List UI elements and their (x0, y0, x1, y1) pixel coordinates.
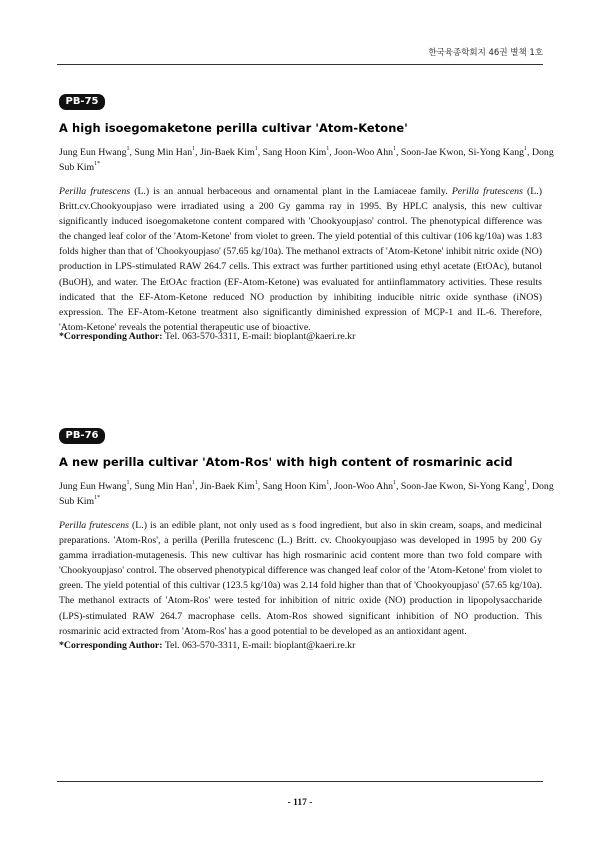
author-affiliation: 1 (524, 146, 528, 152)
author-affiliation: 1 (192, 146, 196, 152)
author-name: Joon-Woo Ahn (334, 147, 394, 158)
abstract-title: A high isoegomaketone perilla cultivar 'Atom-Ketone' (59, 121, 408, 135)
corresponding-author-contact: Tel. 063-570-3311, E-mail: bioplant@kaeri.re.kr (164, 331, 356, 342)
species-name: Perilla frutescens (59, 186, 131, 197)
author-affiliation: 1 (393, 480, 397, 486)
author-list: Jung Eun Hwang$^1$, Sung Min Han$^1$, Jin-Baek Kim$^1$, Sang Hoon Kim$^1$, Joon-Woo Ahn$^1$, Soon-Jae Kwon, Si-Yong Kang$^1$, Dong Sub Kim$^{1*}$ (59, 146, 554, 173)
author-name: Dong Sub Kim (59, 481, 554, 507)
author-affiliation: 1 (326, 146, 330, 152)
author-name: Sang Hoon Kim (262, 147, 327, 158)
author-affiliation: 1 (126, 146, 130, 152)
abstract-id-badge: PB-76 (59, 428, 105, 444)
species-name: Perilla frutescens (59, 520, 129, 531)
author-name: Jung Eun Hwang (59, 481, 127, 492)
author-affiliation: 1 (192, 480, 196, 486)
author-affiliation: 1 (254, 146, 258, 152)
author-affiliation: 1* (94, 161, 101, 167)
author-name: Si-Yong Kang (468, 481, 525, 492)
header-rule (57, 64, 543, 65)
corresponding-author-label: *Corresponding Author: (59, 640, 163, 651)
abstract-body (59, 184, 542, 335)
author-name: Sung Min Han (134, 481, 193, 492)
corresponding-author-contact: Tel. 063-570-3311, E-mail: bioplant@kaeri.re.kr (164, 640, 356, 651)
author-name: Joon-Woo Ahn (334, 481, 394, 492)
corresponding-author (59, 640, 549, 651)
page-number: - 117 - (287, 798, 313, 808)
abstract-id-badge: PB-75 (59, 94, 105, 110)
author-name: Sang Hoon Kim (262, 481, 327, 492)
author-name: Soon-Jae Kwon (400, 481, 464, 492)
abstract-text: (L.) is an edible plant, not only used as s food ingredient, but also in skin cream, soaps, and medicinal preparations. 'Atom-Ros', a perilla (Perilla frutescenc (L.) Britt. cv. Chookyoupjaso was developed in 1995 by 200 Gy gamma irradiation-mutagenesis. This new cultivar has high rosmarinic acid content more than two fold compare with 'Chookyoupjaso' control. The observed phenotypical difference was changed leaf color of the 'Atom-Ketone' from violet to green. The yield potential of this cultivar (123.5 kg/10a) was 2.14 fold higher than that of 'Chookyoupjaso' (57.65 kg/10a). The methanol extracts of 'Atom-Ros' were tested for inhibition of nitric oxide (NO) production in lipopolysaccharide (LPS)-stimulated RAW 264.7 macrophase cells. Atom-Ros showed significant inhibition of NO production. This rosmarinic acid extracted from 'Atom-Ros' has a good potential to be developed as an antioxidant agent. (59, 520, 542, 637)
author-list: Jung Eun Hwang$^1$, Sung Min Han$^1$, Jin-Baek Kim$^1$, Sang Hoon Kim$^1$, Joon-Woo Ahn$^1$, Soon-Jae Kwon, Si-Yong Kang$^1$, Dong Sub Kim$^{1*}$ (59, 480, 554, 507)
author-affiliation: 1 (524, 480, 528, 486)
author-name: Jung Eun Hwang (59, 147, 127, 158)
author-name: Si-Yong Kang (468, 147, 525, 158)
running-header: 한국육종학회지 46권 별책 1호 (428, 48, 543, 58)
author-affiliation: 1* (94, 495, 101, 501)
corresponding-author-label: *Corresponding Author: (59, 331, 163, 342)
author-name: Jin-Baek Kim (200, 147, 255, 158)
author-affiliation: 1 (126, 480, 130, 486)
author-affiliation: 1 (393, 146, 397, 152)
corresponding-author (59, 331, 549, 342)
author-affiliation: 1 (254, 480, 258, 486)
abstract-title: A new perilla cultivar 'Atom-Ros' with high content of rosmarinic acid (59, 455, 513, 469)
abstract-body (59, 518, 542, 639)
author-affiliation: 1 (326, 480, 330, 486)
footer-rule (57, 781, 543, 782)
abstract-text: (L.) is an annual herbaceous and ornamental plant in the Lamiaceae family. (130, 186, 452, 197)
author-name: Soon-Jae Kwon (400, 147, 464, 158)
author-name: Jin-Baek Kim (200, 481, 255, 492)
abstract-text: (L.) Britt.cv.Chookyoupjaso were irradiated using a 200 Gy gamma ray in 1995. By HPLC analysis, this new cultivar significantly induced isoegomaketone content compared with 'Chookyoupjaso' control. The phenotypical difference was the changed leaf color of the 'Atom-Ketone' from violet to green. The yield potential of this cultivar (106 kg/10a) was 1.83 folds higher than that of 'Chookyoupjaso' (57.65 kg/10a). The methanol extracts of 'Atom-Ketone' inhibit nitric oxide (NO) production in LPS-stimulated RAW 264.7 cells. This extract was further partitioned using ethyl acetate (EtOAc), butanol (BuOH), and water. The EtOAc fraction (EF-Atom-Ketone) was evaluated for antiinflammatory activities. These results indicated that the EF-Atom-Ketone reduced NO production by inhibiting inducible nitric oxide synthase (iNOS) expression. The EF-Atom-Ketone treatment also significantly diminished expression of MCP-1 and IL-6. Therefore, 'Atom-Ketone' reveals the potential therapeutic use of bioactive. (59, 186, 542, 333)
author-name: Sung Min Han (134, 147, 193, 158)
author-name: Dong Sub Kim (59, 147, 554, 173)
species-name: Perilla frutescens (451, 186, 523, 197)
